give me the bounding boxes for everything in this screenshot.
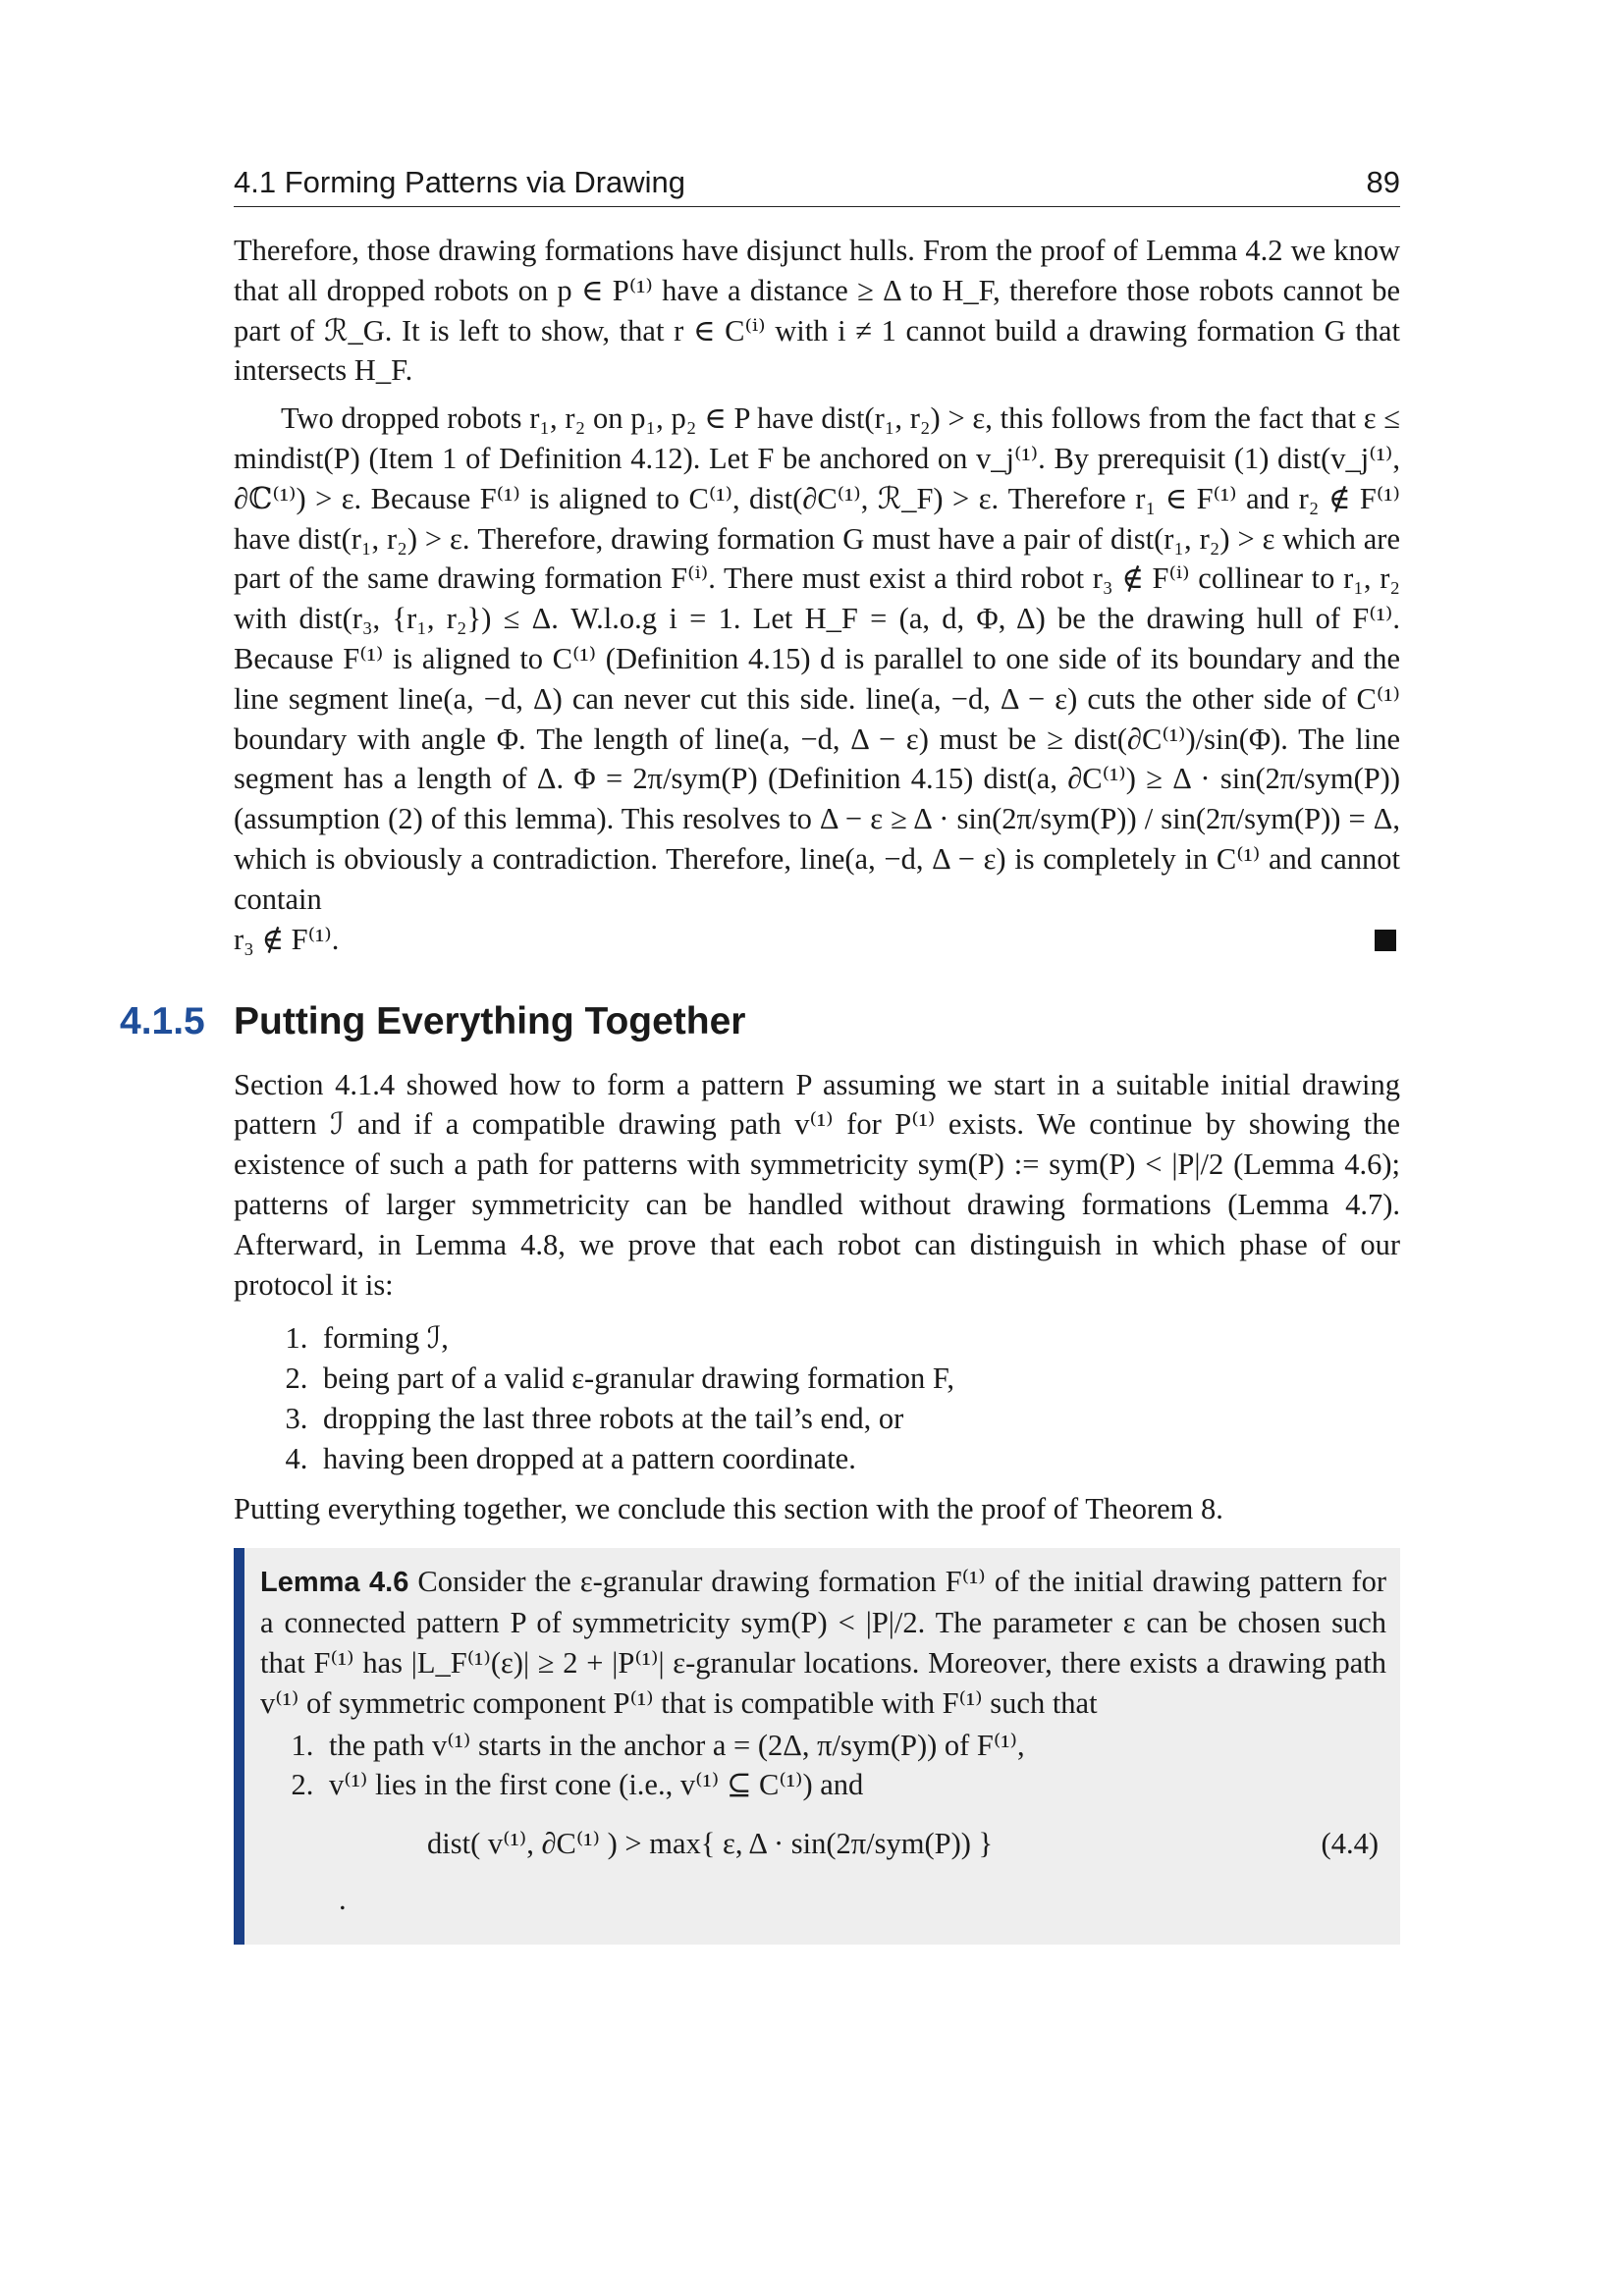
lemma-statement: [260, 1562, 1386, 1723]
list-item: 1. the path v⁽¹⁾ starts in the anchor a = (2Δ, π/sym(P)) of F⁽¹⁾,: [321, 1726, 1386, 1766]
proof-line: Therefore r₁ ∈ F⁽¹⁾ and r₂ ∉ F⁽¹⁾ have dist(r₁, r₂) > ε. Therefore, drawing formation G: [234, 481, 1401, 556]
proof-line: Two dropped robots r₁, r₂ on p₁, p₂ ∈ P have dist(r₁, r₂) > ε, this follows from the: [281, 401, 1251, 436]
lemma-box: [234, 1548, 1400, 1945]
display-equation: [260, 1827, 1386, 1861]
proof-line: a contradiction. Therefore, line(a, −d, Δ − ε) is completely in C⁽¹⁾ and cannot contain: [234, 841, 1401, 916]
proof-line: fact that ε ≤ mindist(P) (Item 1 of Definition 4.12). Let F be anchored on v_j⁽¹⁾. By: [234, 401, 1401, 475]
proof-line: Φ. The length of line(a, −d, Δ − ε) must be ≥ dist(∂C⁽¹⁾)/sin(Φ). The line segment has a length: [234, 721, 1401, 796]
proof-line: prerequisit (1) dist(v_j⁽¹⁾, ∂ℂ⁽¹⁾) > ε. Because F⁽¹⁾ is aligned to C⁽¹⁾, dist(∂C⁽¹⁾, ℛ_F) > ε.: [234, 441, 1400, 515]
conclusion-paragraph: Putting everything together, we conclude this section with the proof of Theorem 8.: [234, 1491, 1223, 1525]
proof-line: of Δ. Φ = 2π/sym(P) (Definition 4.15) dist(a, ∂C⁽¹⁾) ≥ Δ · sin(2π/sym(P)) (assumption (2) of this: [234, 762, 1400, 836]
list-item: 3. dropping the last three robots at the tail’s end, or: [315, 1399, 1400, 1439]
proof-line: There must exist a third robot r₃ ∉ F⁽ⁱ⁾ collinear to r₁, r₂ with dist(r₃, {r₁, r₂}) ≤ Δ. W.l.o.g: [234, 561, 1400, 636]
list-item: 2. being part of a valid ε-granular drawing formation F,: [315, 1359, 1400, 1399]
equation-number: (4.4): [1321, 1827, 1379, 1861]
proof-line: i = 1. Let H_F = (a, d, Φ, Δ) be the drawing hull of F⁽¹⁾. Because F⁽¹⁾ is aligned to C⁽¹⁾: [234, 602, 1400, 675]
proof-line: r₃ ∉ F⁽¹⁾.: [234, 922, 340, 956]
proof-line: lemma). This resolves to Δ − ε ≥ Δ · sin(2π/sym(P)) / sin(2π/sym(P)) = Δ, which is obviously: [234, 802, 1401, 876]
proof-end-row: [234, 920, 1400, 959]
list-item: 1. forming ℐ,: [315, 1318, 1400, 1359]
lemma-label: Lemma 4.6: [260, 1567, 409, 1599]
qed-square-icon: [1375, 930, 1396, 951]
proof-line: can never cut this side. line(a, −d, Δ − ε) cuts the other side of C⁽¹⁾ boundary with angle: [234, 681, 1401, 756]
list-item: 2. v⁽¹⁾ lies in the first cone (i.e., v⁽¹⁾ ⊆ C⁽¹⁾) and: [321, 1765, 1386, 1805]
list-item: 4. having been dropped at a pattern coordinate.: [315, 1439, 1400, 1479]
proof-paragraph: Therefore, those drawing formations have disjunct hulls. From the proof of Lemma 4.2 we know that all dropped robots on p ∈ P⁽¹⁾ have a distance ≥ Δ to H_F, therefore those robots cannot be part of ℛ_G. It is left to show, that r ∈ C⁽ⁱ⁾ with i ≠ 1 cannot build a drawing formation G that intersects H_F.: [234, 234, 1400, 388]
proof-paragraph-contradiction: [234, 399, 1400, 919]
protocol-phase-list: [234, 1318, 1400, 1478]
proof-line: (Definition 4.15) d is parallel to one side of its boundary and the line segment line(a, −d, Δ): [234, 641, 1401, 716]
equation-body: dist( v⁽¹⁾, ∂C⁽¹⁾ ) > max{ ε, Δ · sin(2π/sym(P)) }: [427, 1827, 994, 1861]
equation-trailing-period: .: [339, 1883, 347, 1917]
book-page: [120, 165, 1401, 1945]
chapter-section-title: 4.1 Forming Patterns via Drawing: [234, 165, 686, 199]
proof-line: must have a pair of dist(r₁, r₂) > ε which are part of the same drawing formation F⁽ⁱ⁾.: [234, 521, 1400, 596]
lemma-condition-list: [260, 1726, 1386, 1806]
section-intro-paragraph: Section 4.1.4 showed how to form a pattern P assuming we start in a suitable initial drawing pattern ℐ and if a compatible drawing path v⁽¹⁾ for P⁽¹⁾ exists. We continue by showing the existence of such a path for patterns with symmetricity sym(P) := sym(P) < |P|/2 (Lemma 4.6); patterns of larger symmetricity can be handled without drawing formations (Lemma 4.7). Afterward, in Lemma 4.8, we prove that each robot can distinguish in which phase of our protocol it is:: [234, 1067, 1400, 1302]
page-number: 89: [1366, 165, 1400, 199]
lemma-text: Consider the ε-granular drawing formation F⁽¹⁾ of the initial drawing pattern for a connected pattern P of symmetricity sym(P) < |P|/2. The parameter ε can be chosen such that F⁽¹⁾ has |L_F⁽¹⁾(ε)| ≥ 2 + |P⁽¹⁾| ε-granular locations. Moreover, there exists a drawing path v⁽¹⁾ of symmetric component P⁽¹⁾ that is compatible with F⁽¹⁾ such that: [260, 1565, 1386, 1720]
section-title: Putting Everything Together: [234, 999, 746, 1042]
section-number: 4.1.5: [120, 999, 205, 1042]
running-header: [234, 165, 1400, 207]
section-heading: [120, 1000, 1400, 1043]
